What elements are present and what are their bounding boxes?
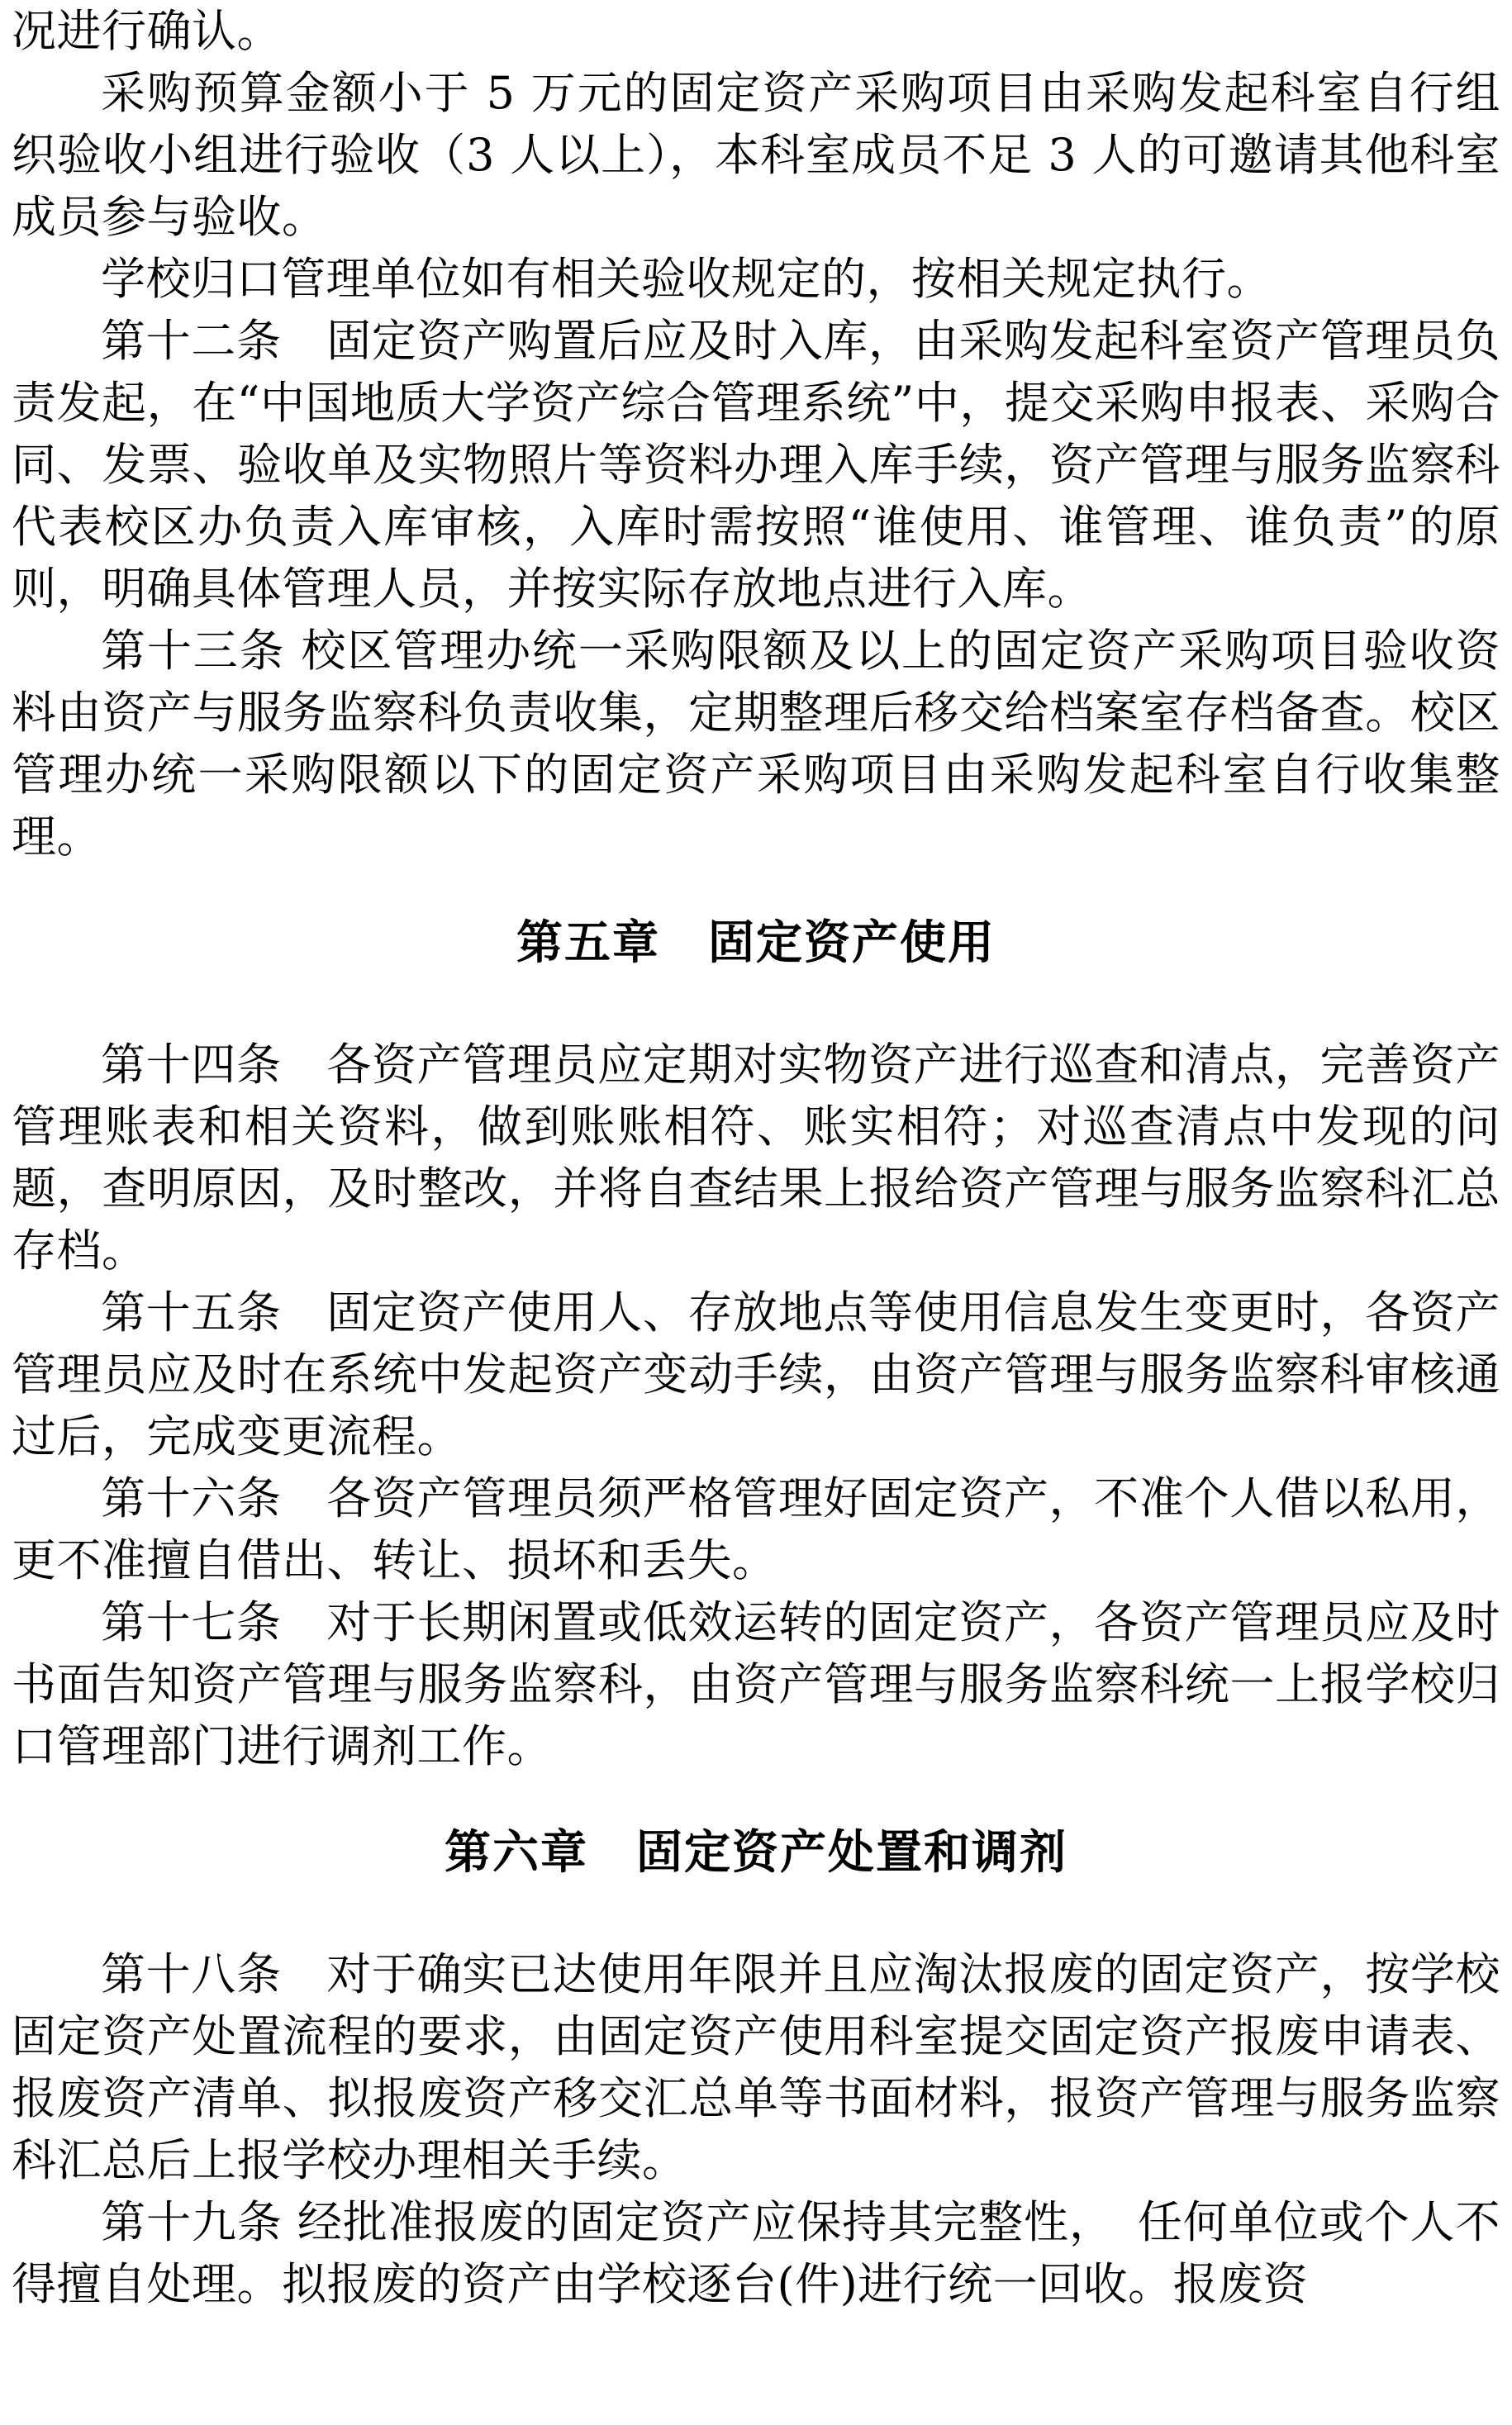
article-13: 第十三条 校区管理办统一采购限额及以上的固定资产采购项目验收资料由资产与服务监察科负责收集，定期整理后移交给档案室存档备查。校区管理办统一采购限额以下的固定资产采购项目由采购发起科室自行收集整理。 <box>12 625 1500 863</box>
document-page <box>12 0 1500 2315</box>
article-16: 第十六条 各资产管理员须严格管理好固定资产，不准个人借以私用，更不准擅自借出、转让、损坏和丢失。 <box>12 1472 1500 1586</box>
paragraph-small-purchase-acceptance: 采购预算金额小于 5 万元的固定资产采购项目由采购发起科室自行组织验收小组进行验收（3 人以上），本科室成员不足 3 人的可邀请其他科室成员参与验收。 <box>12 67 1500 243</box>
spacer <box>12 974 1500 1034</box>
article-19: 第十九条 经批准报废的固定资产应保持其完整性， 任何单位或个人不得擅自处理。拟报废的资产由学校逐台(件)进行统一回收。报废资 <box>12 2196 1500 2310</box>
article-18: 第十八条 对于确实已达使用年限并且应淘汰报废的固定资产，按学校固定资产处置流程的要求，由固定资产使用科室提交固定资产报废申请表、报废资产清单、拟报废资产移交汇总单等书面材料，报资产管理与服务监察科汇总后上报学校办理相关手续。 <box>12 1948 1500 2186</box>
paragraph-school-rules: 学校归口管理单位如有相关验收规定的，按相关规定执行。 <box>101 253 1272 305</box>
chapter-5-heading: 第五章 固定资产使用 <box>516 916 996 970</box>
article-14: 第十四条 各资产管理员应定期对实物资产进行巡查和清点，完善资产管理账表和相关资料，做到账账相符、账实相符；对巡查清点中发现的问题，查明原因，及时整改，并将自查结果上报给资产管理与服务监察科汇总存档。 <box>12 1039 1500 1277</box>
article-12: 第十二条 固定资产购置后应及时入库，由采购发起科室资产管理员负责发起，在“中国地质大学资产综合管理系统”中，提交采购申报表、采购合同、发票、验收单及实物照片等资料办理入库手续，资产管理与服务监察科代表校区办负责入库审核，入库时需按照“谁使用、谁管理、谁负责”的原则，明确具体管理人员，并按实际存放地点进行入库。 <box>12 315 1500 615</box>
article-15: 第十五条 固定资产使用人、存放地点等使用信息发生变更时，各资产管理员应及时在系统中发起资产变动手续，由资产管理与服务监察科审核通过后，完成变更流程。 <box>12 1286 1500 1462</box>
paragraph-continuation: 况进行确认。 <box>12 5 282 57</box>
article-17: 第十七条 对于长期闲置或低效运转的固定资产，各资产管理员应及时书面告知资产管理与服务监察科，由资产管理与服务监察科统一上报学校归口管理部门进行调剂工作。 <box>12 1596 1500 1772</box>
spacer <box>12 1777 1500 1822</box>
spacer <box>12 868 1500 912</box>
spacer <box>12 1884 1500 1943</box>
chapter-6-heading: 第六章 固定资产处置和调剂 <box>445 1826 1067 1880</box>
